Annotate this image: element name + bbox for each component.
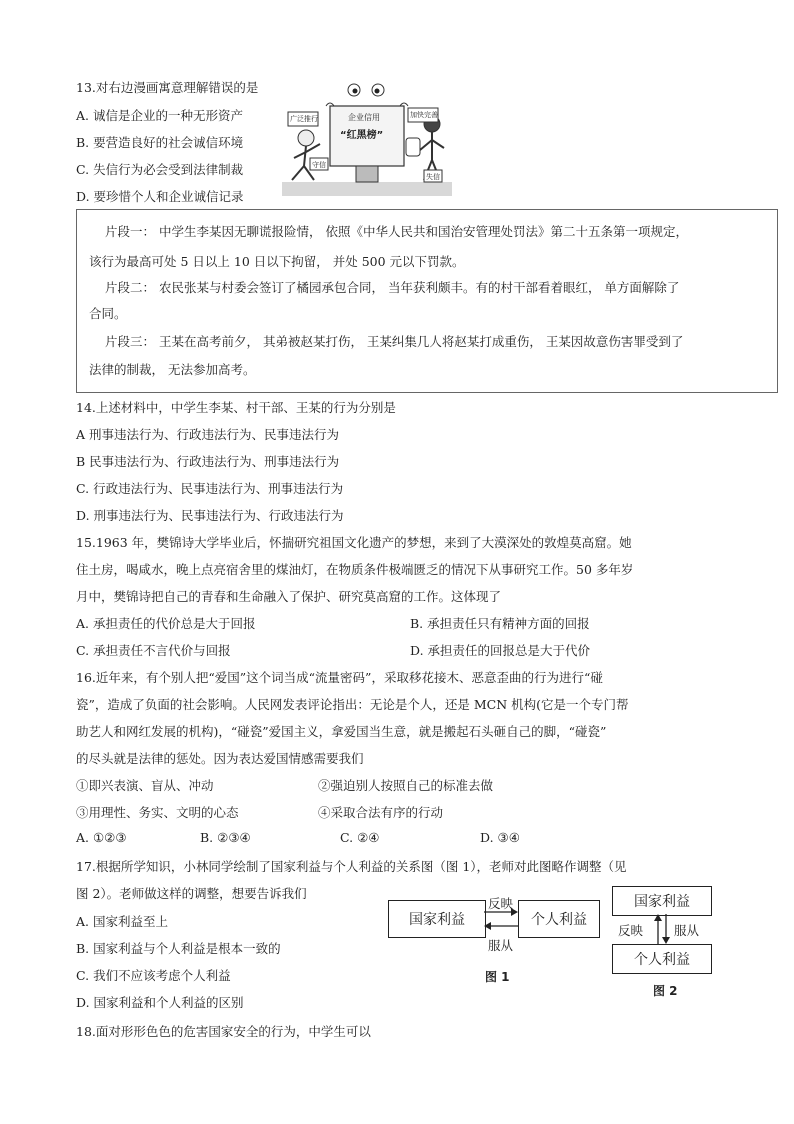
q14-option-a: A 刑事违法行为、行政违法行为、民事违法行为: [76, 427, 340, 442]
credit-cartoon: [282, 78, 452, 196]
fig1-reflect-label: 反映: [488, 896, 514, 911]
q17-line2: 图 2）。老师做这样的调整，想要告诉我们: [76, 886, 307, 901]
q15-option-a: A. 承担责任的代价总是大于回报: [76, 616, 256, 631]
q16-item-1: ①即兴表演、盲从、冲动: [76, 778, 214, 793]
figure-1-diagram: [388, 890, 598, 970]
material-p3-line1: 片段三： 王某在高考前夕， 其弟被赵某打伤， 王某纠集几人将赵某打成重伤， 王某因故意伤害罪受到了: [105, 334, 684, 349]
q16-line1: 16.近年来，有个别人把“爱国”这个词当成“流量密码”，采取移花接木、恶意歪曲的行为进行“碰: [76, 670, 603, 685]
q17-option-a: A. 国家利益至上: [76, 914, 168, 929]
q16-option-a: A. ①②③: [76, 830, 127, 845]
q14-option-b: B 民事违法行为、行政违法行为、刑事违法行为: [76, 454, 340, 469]
q16-item-2: ②强迫别人按照自己的标准去做: [318, 778, 494, 793]
q15-line3: 月中，樊锦诗把自己的青春和生命融入了保护、研究莫高窟的工作。这体现了: [76, 589, 502, 604]
q15-line1: 15.1963 年，樊锦诗大学毕业后，怀揣研究祖国文化遗产的梦想，来到了大漠深处的敦煌莫高窟。她: [76, 535, 632, 550]
q17-option-c: C. 我们不应该考虑个人利益: [76, 968, 231, 983]
fig1-caption: 图 1: [485, 970, 510, 984]
cartoon-right-sign: 加快完善: [410, 111, 438, 119]
q15-line2: 住土房，喝咸水，晚上点亮宿舍里的煤油灯，在物质条件极端匮乏的情况下从事研究工作。50 多年岁: [76, 562, 634, 577]
q13-option-b: B. 要营造良好的社会诚信环境: [76, 135, 244, 150]
q14-option-d: D. 刑事违法行为、民事违法行为、行政违法行为: [76, 508, 344, 523]
q15-option-d: D. 承担责任的回报总是大于代价: [410, 643, 591, 658]
material-p2-line2: 合同。: [89, 306, 127, 321]
fig1-obey-label: 服从: [488, 938, 514, 953]
q13-stem: 13.对右边漫画寓意理解错误的是: [76, 80, 259, 95]
material-box: [76, 209, 778, 393]
q17-line1: 17.根据所学知识，小林同学绘制了国家利益与个人利益的关系图（图 1），老师对此图略作调整（见: [76, 859, 627, 874]
q15-option-c: C. 承担责任不言代价与回报: [76, 643, 231, 658]
figure-2-diagram: [612, 886, 712, 972]
cartoon-banner: 企业信用: [348, 113, 380, 122]
q16-item-3: ③用理性、务实、文明的心态: [76, 805, 239, 820]
cartoon-title: “红黑榜”: [340, 130, 384, 141]
q16-option-c: C. ②④: [340, 830, 380, 845]
q18-stem: 18.面对形形色色的危害国家安全的行为，中学生可以: [76, 1024, 371, 1039]
q13-option-c: C. 失信行为必会受到法律制裁: [76, 162, 244, 177]
fig1-personal-interest-box: 个人利益: [518, 900, 600, 938]
q14-option-c: C. 行政违法行为、民事违法行为、刑事违法行为: [76, 481, 344, 496]
q16-option-d: D. ③④: [480, 830, 520, 845]
q14-stem: 14.上述材料中，中学生李某、村干部、王某的行为分别是: [76, 400, 396, 415]
q15-option-b: B. 承担责任只有精神方面的回报: [410, 616, 590, 631]
q16-line2: 瓷”，造成了负面的社会影响。人民网发表评论指出：无论是个人，还是 MCN 机构(它是一个专门帮: [76, 697, 629, 712]
material-p1-line2: 该行为最高可处 5 日以上 10 日以下拘留， 并处 500 元以下罚款。: [89, 254, 465, 269]
q13-option-d: D. 要珍惜个人和企业诚信记录: [76, 189, 244, 204]
q16-option-b: B. ②③④: [200, 830, 251, 845]
material-p2-line1: 片段二： 农民张某与村委会签订了橘园承包合同， 当年获利颇丰。有的村干部看着眼红， 单方面解除了: [105, 280, 680, 295]
q13-option-a: A. 诚信是企业的一种无形资产: [76, 108, 243, 123]
fig2-caption: 图 2: [653, 984, 678, 998]
fig1-national-interest-box: 国家利益: [388, 900, 486, 938]
q16-line4: 的尽头就是法律的惩处。因为表达爱国情感需要我们: [76, 751, 364, 766]
q16-item-4: ④采取合法有序的行动: [318, 805, 444, 820]
cartoon-hand-sign: 守信: [312, 161, 326, 169]
fig2-obey-label: 服从: [674, 923, 700, 938]
material-p3-line2: 法律的制裁， 无法参加高考。: [89, 362, 256, 377]
fig2-reflect-label: 反映: [618, 923, 644, 938]
q17-option-d: D. 国家利益和个人利益的区别: [76, 995, 244, 1010]
fig2-national-interest-box: 国家利益: [612, 886, 712, 916]
material-p1-line1: 片段一： 中学生李某因无聊谎报险情， 依照《中华人民共和国治安管理处罚法》第二十五条第一项规定，: [105, 224, 688, 239]
q17-option-b: B. 国家利益与个人利益是根本一致的: [76, 941, 281, 956]
q16-line3: 助艺人和网红发展的机构)，“碰瓷”爱国主义，拿爱国当生意，就是搬起石头砸自己的脚，“碰瓷”: [76, 724, 607, 739]
cartoon-left-sign: 广泛推行: [290, 115, 318, 123]
fig2-personal-interest-box: 个人利益: [612, 944, 712, 974]
cartoon-card: 失信: [426, 173, 440, 181]
